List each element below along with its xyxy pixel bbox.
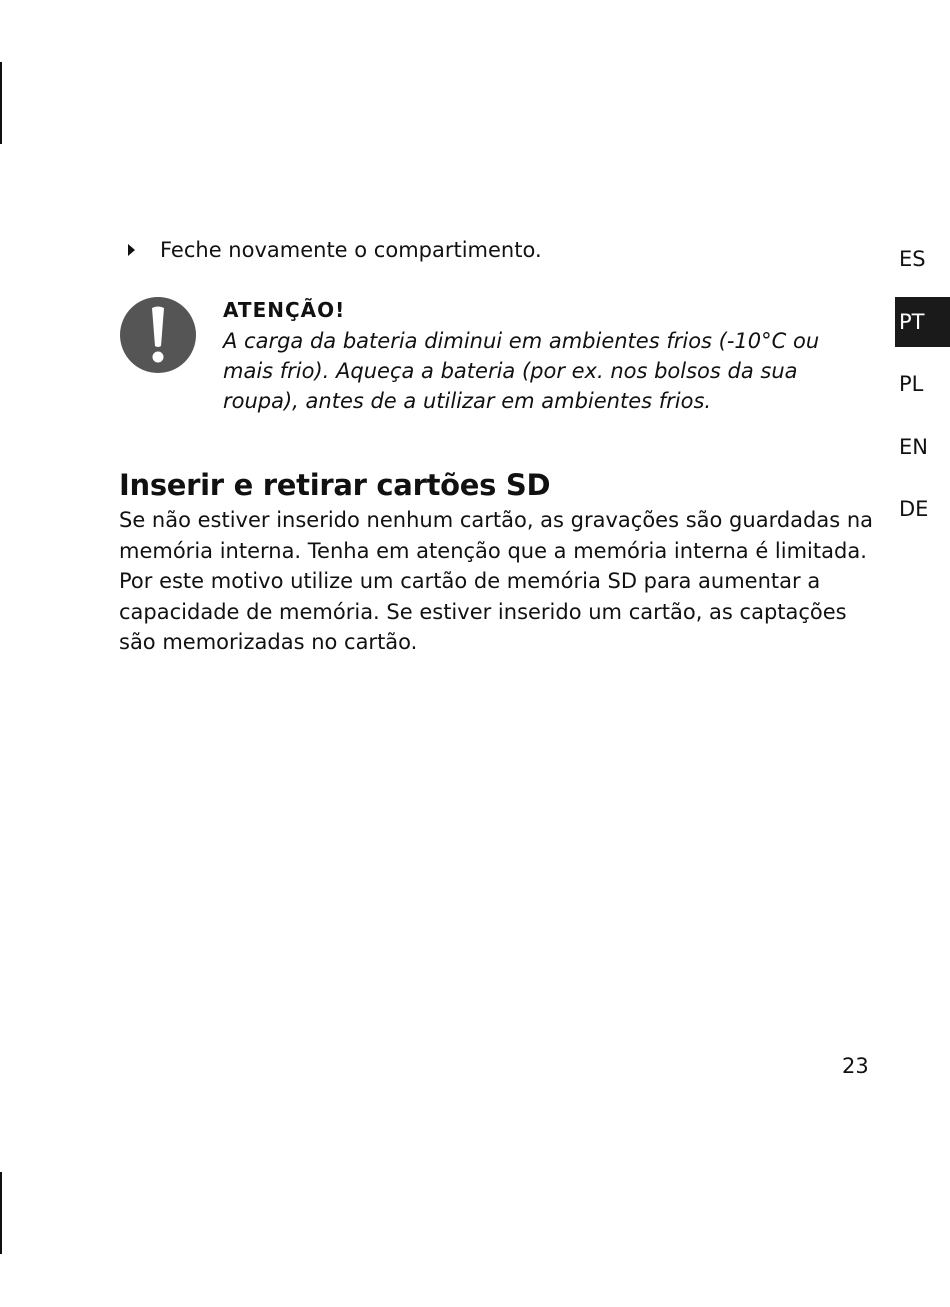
warning-title: ATENÇÃO!	[223, 298, 346, 322]
bullet-text: Feche novamente o compartimento.	[160, 238, 542, 262]
bullet-arrow-icon	[128, 244, 135, 256]
section-heading: Inserir e retirar cartões SD	[119, 468, 551, 502]
page-number: 23	[842, 1054, 869, 1078]
section-paragraph-2: Por este motivo utilize um cartão de memória SD para aumentar a capacidade de memória. Se estiver inserido um cartão, as captações são memorizadas no cartão.	[119, 569, 847, 654]
language-tab-en[interactable]: EN	[899, 434, 928, 459]
language-tab-pt[interactable]: PT	[895, 297, 950, 347]
crop-mark-bottom	[0, 1172, 2, 1254]
language-tabs	[895, 234, 950, 547]
section-body	[119, 505, 879, 658]
language-tab-de[interactable]: DE	[899, 497, 929, 521]
language-tab-pl[interactable]: PL	[899, 372, 924, 396]
language-tab-es[interactable]: ES	[899, 247, 926, 271]
crop-mark-top	[0, 62, 2, 144]
warning-text: A carga da bateria diminui em ambientes frios (-10°C ou mais frio). Aqueça a bateria (por ex. nos bolsos da sua roupa), antes de a utilizar em ambientes frios.	[223, 329, 820, 413]
bullet-item	[126, 236, 542, 264]
section-paragraph-1: Se não estiver inserido nenhum cartão, as gravações são guardadas na memória interna. Tenha em atenção que a memória interna é limitada.	[119, 508, 874, 563]
exclamation-circle-icon	[119, 296, 197, 374]
